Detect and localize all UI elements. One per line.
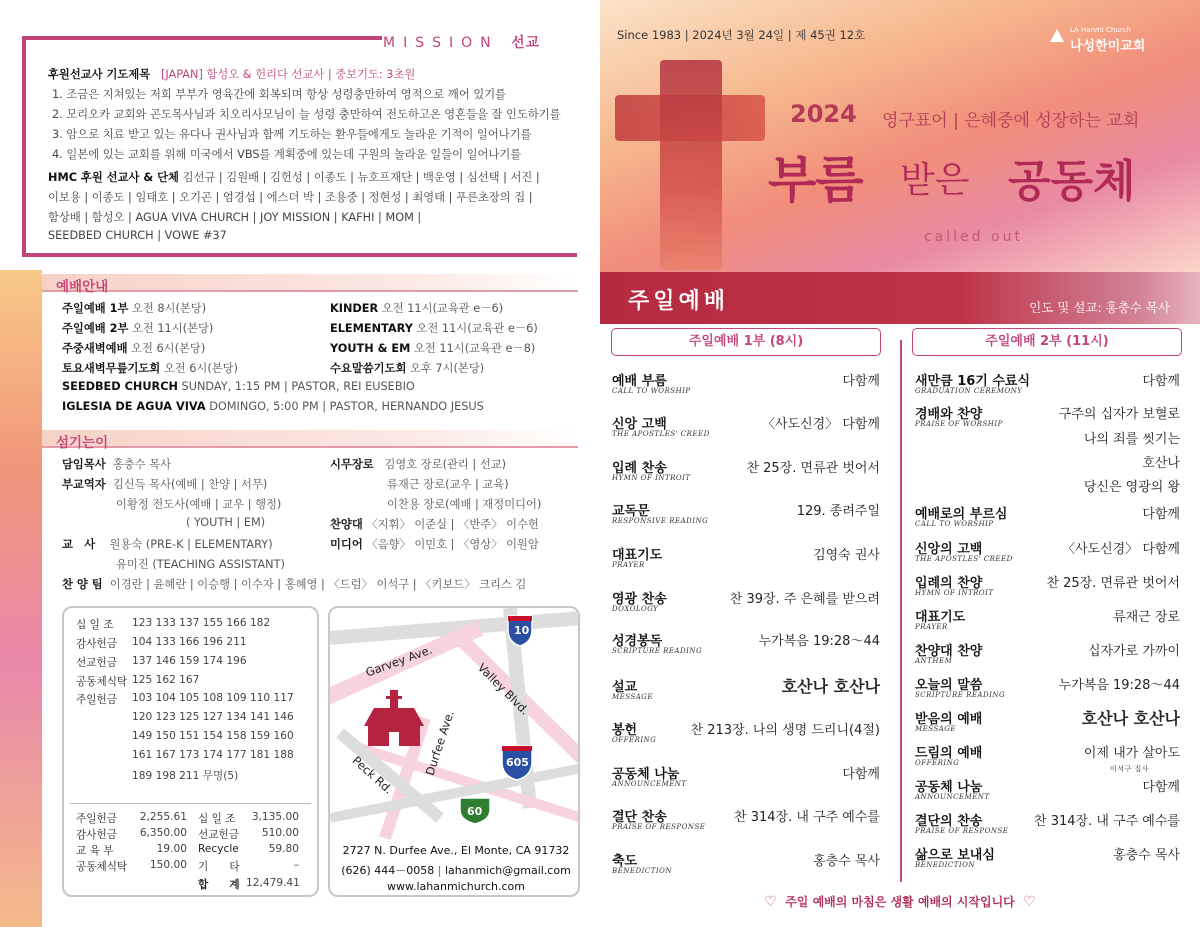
- offering-total-value: 3,135.00: [251, 811, 299, 823]
- offering-values: 161 167 173 174 177 181 188: [132, 749, 294, 761]
- offering-values: 189 198 211 무명(5): [132, 770, 239, 782]
- order-item-value: 당신은 영광의 왕: [1083, 480, 1180, 495]
- offering-total-value: 2,255.61: [139, 811, 187, 823]
- order-item-en: PRAYER: [612, 561, 645, 569]
- offering-total-label: Recycle: [198, 843, 239, 855]
- offering-total-label: 주일헌금: [76, 813, 117, 825]
- offering-total-label: 감사헌금: [76, 829, 117, 841]
- order-item-value: 다함께: [1142, 374, 1180, 389]
- order-item-value: 호산나 호산나: [781, 677, 880, 696]
- order-item: 신앙 고백: [612, 417, 667, 432]
- order-item: 결단의 찬송: [915, 814, 983, 829]
- service-band: [600, 272, 1200, 324]
- cross-icon: [660, 60, 722, 270]
- service1-title: 주일예배 1부 (8시): [611, 328, 881, 356]
- staff-row: 부교역자 김신득 목사(예배 | 찬양 | 서무): [62, 478, 268, 491]
- order-item: 교독문: [612, 504, 650, 519]
- order-item-en: SCRIPTURE READING: [915, 691, 1006, 699]
- staff-row: 류재근 장로(교우 | 교육): [387, 478, 509, 491]
- order-item-value: 호산나: [1142, 456, 1180, 471]
- email-link[interactable]: lahanmich@gmail.com: [444, 864, 571, 877]
- support-line: 이보용 | 이종도 | 임태호 | 오기곤 | 엄경섭 | 에스더 박 | 조용중 | 정현성 | 최영태 | 푸른초장의 집 |: [48, 191, 533, 204]
- worship-time: 토요새벽무릎기도회 오전 6시(본당): [62, 362, 238, 375]
- offering-total-value: 150.00: [149, 859, 187, 871]
- support-line: HMC 후원 선교사 & 단체 김선규 | 김원배 | 김헌성 | 이종도 | 뉴호프재단 | 백운영 | 심선택 | 서진 |: [48, 171, 540, 184]
- order-item: 결단 찬송: [612, 810, 667, 825]
- order-item-en: CALL TO WORSHIP: [612, 387, 691, 395]
- offering-total-label: 십 일 조: [198, 813, 236, 825]
- staff-row: 이황정 전도사(예배 | 교우 | 행정): [116, 498, 282, 511]
- order-item-value: 나의 죄를 씻기는: [1083, 432, 1180, 447]
- worship-time: 주일예배 1부 오전 8시(본당): [62, 302, 207, 315]
- offering-label: 공동체식탁: [76, 676, 128, 688]
- offering-total-value: –: [293, 859, 299, 871]
- staff-row: 담임목사 홍충수 목사: [62, 458, 171, 471]
- church-icon: [364, 690, 424, 746]
- order-item-en: BENEDICTION: [612, 867, 673, 875]
- offering-values: 123 133 137 155 166 182: [132, 617, 271, 629]
- theme-title: 부름: [768, 151, 863, 209]
- order-item: 영광 찬송: [612, 592, 667, 607]
- staff-row: 찬 양 팀 이경란 | 윤혜란 | 이승행 | 이수자 | 홍혜영 | 〈드럼〉 이석구 | 〈키보드〉 크리스 김: [62, 578, 527, 591]
- iglesia: IGLESIA DE AGUA VIVA DOMINGO, 5:00 PM | PASTOR, HERNANDO JESUS: [62, 400, 484, 413]
- order-item: 삶으로 보내심: [915, 848, 995, 863]
- order-item-value: 129. 종려주일: [796, 504, 880, 519]
- shield-label: 60: [467, 805, 483, 818]
- order-item-en: CALL TO WORSHIP: [915, 520, 994, 528]
- order-item: 공동체 나눔: [612, 767, 680, 782]
- order-item-en: PRAISE OF RESPONSE: [915, 827, 1009, 835]
- offering-total-label: 교 육 부: [76, 845, 114, 857]
- order-item-value: 다함께: [1142, 507, 1180, 522]
- logo-icon: [1048, 26, 1066, 44]
- order-item-en: ANNOUNCEMENT: [915, 793, 990, 801]
- order-item-value: 구주의 십자가 보혈로: [1058, 407, 1180, 422]
- order-item-en: DOXOLOGY: [612, 605, 659, 613]
- staff-row: 이찬용 장로(예배 | 재정미디어): [387, 498, 542, 511]
- order-item-en: OFFERING: [612, 736, 657, 744]
- staff-row: 시무장로 김영호 장로(관리 | 선교): [330, 458, 507, 471]
- offering-values: 120 123 125 127 134 141 146: [132, 711, 294, 723]
- order-item: 입례의 찬양: [915, 576, 983, 591]
- worship-time: 수요말씀기도회 오후 7시(본당): [330, 362, 485, 375]
- order-item: 예배 부름: [612, 374, 667, 389]
- order-item: 받음의 예배: [915, 712, 983, 727]
- service-lead: 인도 및 설교: 홍충수 목사: [1029, 300, 1170, 315]
- offering-values: 125 162 167: [132, 674, 200, 686]
- staff-row: ( YOUTH | EM): [186, 516, 266, 529]
- offering-values: 149 150 151 154 158 159 160: [132, 730, 294, 742]
- map-contact: (626) 444－0058 | lahanmich@gmail.com: [341, 864, 571, 877]
- shield-label: 10: [514, 624, 530, 637]
- street-label: Garvey Ave.: [363, 642, 435, 680]
- mission-title: MISSION 선교: [383, 35, 541, 51]
- order-item-value: 〈사도신경〉 다함께: [1061, 542, 1180, 557]
- order-item-value: 누가복음 19:28～44: [1058, 678, 1180, 693]
- order-item: 새만큼 16기 수료식: [915, 374, 1031, 389]
- service-title: 주일예배: [628, 289, 730, 314]
- order-item-value: 찬 39장. 주 은혜를 받으려: [729, 592, 880, 607]
- order-item-en: RESPONSIVE READING: [612, 517, 709, 525]
- order-item-en: PRAISE OF WORSHIP: [915, 420, 1003, 428]
- order-item-value: 찬 25장. 면류관 벗어서: [746, 461, 880, 476]
- mission-item: 4. 일본에 있는 교회를 위해 미국에서 VBS를 계획중에 있는데 구원의 놀라운 일들이 일어나기를: [52, 148, 522, 161]
- order-item-value: 호산나 호산나: [1081, 709, 1180, 728]
- staff-row: 교 사 원용숙 (PRE-K | ELEMENTARY): [62, 538, 273, 551]
- heart-icon: ♡: [1023, 894, 1036, 910]
- staff-row: 찬양대 〈지휘〉 이준실 | 〈반주〉 이수헌: [330, 518, 539, 531]
- street-label: Valley Blvd.: [474, 660, 532, 718]
- order-item-value: 십자가로 가까이: [1087, 644, 1180, 659]
- offering-total-value: 19.00: [156, 843, 187, 855]
- offering-label: 감사헌금: [76, 638, 117, 650]
- theme-subtitle: called out: [924, 229, 1023, 245]
- offering-total-label: 공동체식탁: [76, 861, 128, 873]
- offering-values: 137 146 159 174 196: [132, 655, 247, 667]
- staff-heading: 섬기는이: [42, 430, 578, 448]
- offering-note: 이석구 집사: [1110, 765, 1150, 773]
- order-item-en: OFFERING: [915, 759, 960, 767]
- order-item: 찬양대 찬양: [915, 644, 983, 659]
- service2-title: 주일예배 2부 (11시): [912, 328, 1182, 356]
- order-item-value: 홍충수 목사: [1113, 848, 1180, 863]
- footer-note: ♡ 주일 예배의 마침은 생활 예배의 시작입니다 ♡: [764, 894, 1036, 910]
- order-item: 봉헌: [612, 723, 638, 738]
- order-item-en: BENEDICTION: [915, 861, 976, 869]
- mission-item: 1. 조금은 지쳐있는 저희 부부가 영육간에 회복되며 항상 성령충만하여 영적으로 깨어 있기를: [52, 88, 507, 101]
- website-link[interactable]: www.lahanmichurch.com: [386, 880, 525, 893]
- worship-time: KINDER 오전 11시(교육관 e－6): [330, 302, 504, 315]
- order-item-en: PRAYER: [915, 623, 948, 631]
- shield-label: 605: [506, 756, 529, 769]
- theme-title: 받은: [900, 160, 970, 201]
- offering-values: 104 133 166 196 211: [132, 636, 247, 648]
- issue-info: Since 1983 | 2024년 3월 24일 | 제 45권 12호: [617, 28, 866, 42]
- map: [328, 606, 580, 897]
- offering-values: 103 104 105 108 109 110 117: [132, 692, 294, 704]
- order-item: 신앙의 고백: [915, 542, 983, 557]
- order-item: 설교: [612, 680, 638, 695]
- order-item-value: 다함께: [842, 374, 880, 389]
- offering-total-value: 510.00: [261, 827, 299, 839]
- order-item-value: 〈사도신경〉 다함께: [761, 417, 880, 432]
- order-item-value: 이제 내가 살아도: [1083, 746, 1180, 761]
- order-item: 입례 찬송: [612, 461, 667, 476]
- worship-time: ELEMENTARY 오전 11시(교육관 e－6): [330, 322, 538, 335]
- year: 2024: [790, 100, 857, 128]
- mission-prayer-title: 후원선교사 기도제목 [JAPAN] 함성오 & 헌리다 선교사 | 중보기도: 3초원: [48, 68, 416, 81]
- order-item-value: 찬 314장. 내 구주 예수를: [1034, 814, 1180, 829]
- order-item-value: 찬 314장. 내 구주 예수를: [734, 810, 880, 825]
- order-item: 대표기도: [612, 548, 663, 563]
- order-item: 공동체 나눔: [915, 780, 983, 795]
- order-item: 경배와 찬양: [915, 407, 983, 422]
- order-item: 대표기도: [915, 610, 966, 625]
- order-item-value: 다함께: [842, 767, 880, 782]
- order-item-value: 누가복음 19:28～44: [758, 634, 880, 649]
- mission-item: 3. 암으로 치료 받고 있는 유다나 권사님과 함께 기도하는 환우들에게도 놀라운 기적이 일어나기를: [52, 128, 532, 141]
- offering-total-label: 기 타: [198, 861, 240, 873]
- support-line: SEEDBED CHURCH | VOWE #37: [48, 229, 227, 242]
- church-logo: LA Hanmi Church 나성한미교회: [1048, 26, 1066, 48]
- order-item-en: PRAISE OF RESPONSE: [612, 823, 706, 831]
- order-item-en: HYMN OF INTROIT: [612, 474, 691, 482]
- worship-time: 주일예배 2부 오전 11시(본당): [62, 322, 214, 335]
- offering-total-value: 59.80: [268, 843, 299, 855]
- map-address: 2727 N. Durfee Ave., El Monte, CA 91732: [342, 844, 570, 857]
- order-item-en: SCRIPTURE READING: [612, 647, 703, 655]
- order-item-en: THE APOSTLES' CREED: [612, 430, 710, 438]
- offering-label: 선교헌금: [76, 657, 117, 669]
- order-item-value: 찬 25장. 면류관 벗어서: [1046, 576, 1180, 591]
- order-item-en: MESSAGE: [612, 693, 654, 701]
- offering-total-label: 합 계: [198, 879, 240, 891]
- order-item-en: HYMN OF INTROIT: [915, 589, 994, 597]
- order-item-value: 홍충수 목사: [813, 854, 880, 869]
- order-item-value: 다함께: [1142, 780, 1180, 795]
- staff-row: 유미진 (TEACHING ASSISTANT): [116, 558, 285, 571]
- worship-time: 주중새벽예배 오전 6시(본당): [62, 342, 206, 355]
- street-label: Peck Rd.: [349, 753, 396, 797]
- order-item-value: 찬 213장. 나의 생명 드리니(4절): [690, 723, 880, 738]
- order-item-en: THE APOSTLES' CREED: [915, 555, 1013, 563]
- order-item-en: ANNOUNCEMENT: [612, 780, 687, 788]
- order-item-en: MESSAGE: [915, 725, 957, 733]
- order-item-value: 김영숙 권사: [813, 548, 880, 563]
- street-label: Durfee Ave.: [422, 708, 457, 778]
- theme-title: 공동체: [1008, 156, 1136, 207]
- offering-total-value: 6,350.00: [139, 827, 187, 839]
- order-item: 예배로의 부르심: [915, 507, 1008, 522]
- order-item-en: GRADUATION CEREMONY: [915, 387, 1023, 395]
- offering-label: 주일헌금: [76, 694, 117, 706]
- worship-time: YOUTH & EM 오전 11시(교육관 e－8): [330, 342, 536, 355]
- order-item: 오늘의 말씀: [915, 678, 983, 693]
- staff-row: 미디어 〈음향〉 이민호 | 〈영상〉 이원암: [330, 538, 539, 551]
- worship-info-heading: 예배안내: [42, 274, 578, 292]
- offering-label: 십 일 조: [76, 619, 114, 631]
- motto: 영구표어 | 은혜중에 성장하는 교회: [882, 111, 1140, 131]
- offering-total-value: 12,479.41: [246, 877, 300, 889]
- order-item: 드림의 예배: [915, 746, 983, 761]
- heart-icon: ♡: [764, 894, 777, 910]
- watercolor-strip: [0, 270, 42, 927]
- order-item-en: ANTHEM: [915, 657, 953, 665]
- mission-item: 2. 모리오카 교회와 곤도목사님과 치오리사모님이 늘 성령 충만하여 전도하고온 영혼들을 잘 인도하기를: [52, 108, 561, 121]
- seedbed-church: SEEDBED CHURCH SUNDAY, 1:15 PM | PASTOR, REI EUSEBIO: [62, 380, 415, 393]
- order-item-value: 류재근 장로: [1113, 610, 1180, 625]
- offering-total-label: 선교헌금: [198, 829, 239, 841]
- support-line: 함상배 | 함성오 | AGUA VIVA CHURCH | JOY MISSION | KAFHI | MOM |: [48, 211, 422, 224]
- order-item: 성경봉독: [612, 634, 663, 649]
- order-item: 축도: [612, 854, 638, 869]
